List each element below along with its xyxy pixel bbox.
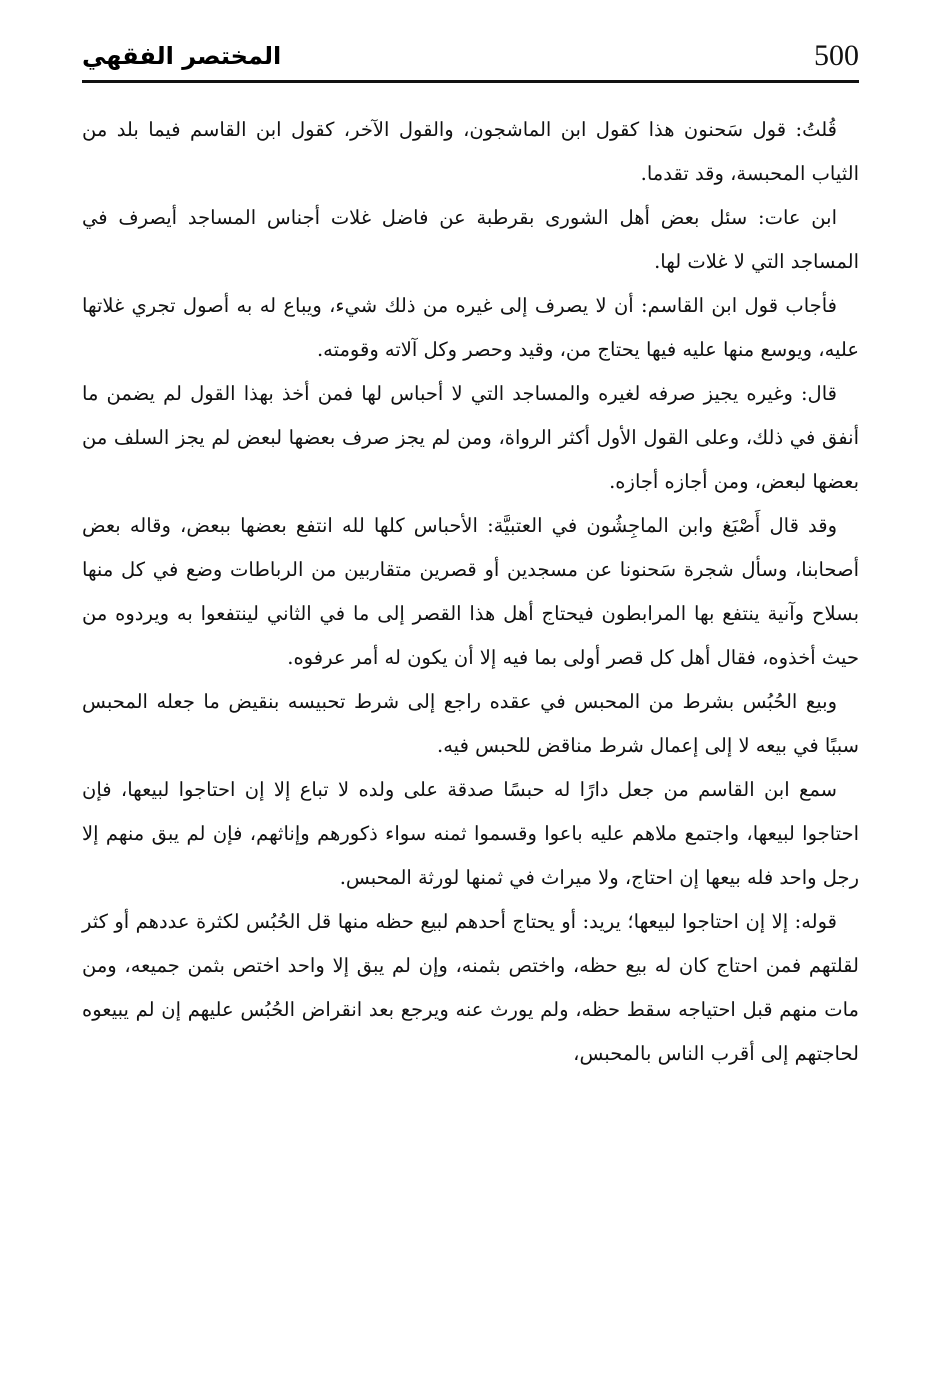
paragraph-4: قال: وغيره يجيز صرفه لغيره والمساجد التي لا أحباس لها فمن أخذ بهذا القول لم يضمن ما أنفق في ذلك، وعلى القول الأول أكثر الرواة، ومن لم يجز صرف بعضها لبعض لم يجز السلف من بعضها لبعض، ومن أجازه أجازه. <box>82 382 859 493</box>
paragraph-7: سمع ابن القاسم من جعل دارًا له حبسًا صدقة على ولده لا تباع إلا إن احتاجوا لبيعها، فإن احتاجوا لبيعها، واجتمع ملاهم عليه باعوا وقسموا ثمنه سواء ذكورهم وإناثهم، فإن لم يبق منهم إلا رجل واحد فله بيعها إن احتاج، ولا ميراث في ثمنها لورثة المحبس. <box>82 778 859 889</box>
header-divider <box>82 80 859 83</box>
paragraph-2: ابن عات: سئل بعض أهل الشورى بقرطبة عن فاضل غلات أجناس المساجد أيصرف في المساجد التي لا غلات لها. <box>82 206 859 273</box>
body-text <box>82 108 859 1076</box>
paragraph-3: فأجاب قول ابن القاسم: أن لا يصرف إلى غيره من ذلك شيء، ويباع له به أصول تجري غلاتها عليه، ويوسع منها عليه فيها يحتاج من، وقيد وحصر وكل آلاته وقومته. <box>82 294 859 361</box>
page-number: 500 <box>814 39 859 72</box>
page-header <box>82 38 859 78</box>
paragraph-8: قوله: إلا إن احتاجوا لبيعها؛ يريد: أو يحتاج أحدهم لبيع حظه منها قل الحُبُس لكثرة عددهم أو كثر لقلتهم فمن احتاج كان له بيع حظه، واختص بثمنه، وإن لم يبق إلا واحد اختص بثمن جميعه، ومن مات منهم قبل احتياجه سقط حظه، ولم يورث عنه ويرجع بعد انقراض الحُبُس عليهم إن لم يبيعوه لحاجتهم إلى أقرب الناس بالمحبس، <box>82 910 859 1065</box>
paragraph-5: وقد قال أَصْبَغ وابن الماجِشُون في العتبيَّة: الأحباس كلها لله انتفع بعضها ببعض، وقاله بعض أصحابنا، وسأل شجرة سَحنونا عن مسجدين أو قصرين متقاربين من الرباطات وضع في كل منها بسلاح وآنية ينتفع بها المرابطون فيحتاج أهل هذا القصر إلى ما في الثاني لينتفعوا به ويردوه من حيث أخذوه، فقال أهل كل قصر أولى بما فيه إلا أن يكون له أمر عرفوه. <box>82 514 859 669</box>
paragraph-1: قُلتُ: قول سَحنون هذا كقول ابن الماشجون، والقول الآخر، كقول ابن القاسم فيما بلد من الثياب المحبسة، وقد تقدما. <box>82 118 859 185</box>
running-title: المختصر الفقهي <box>82 42 282 70</box>
paragraph-6: وبيع الحُبُس بشرط من المحبس في عقده راجع إلى شرط تحبيسه بنقيض ما جعله المحبس سببًا في بيعه لا إلى إعمال شرط مناقض للحبس فيه. <box>82 690 859 757</box>
